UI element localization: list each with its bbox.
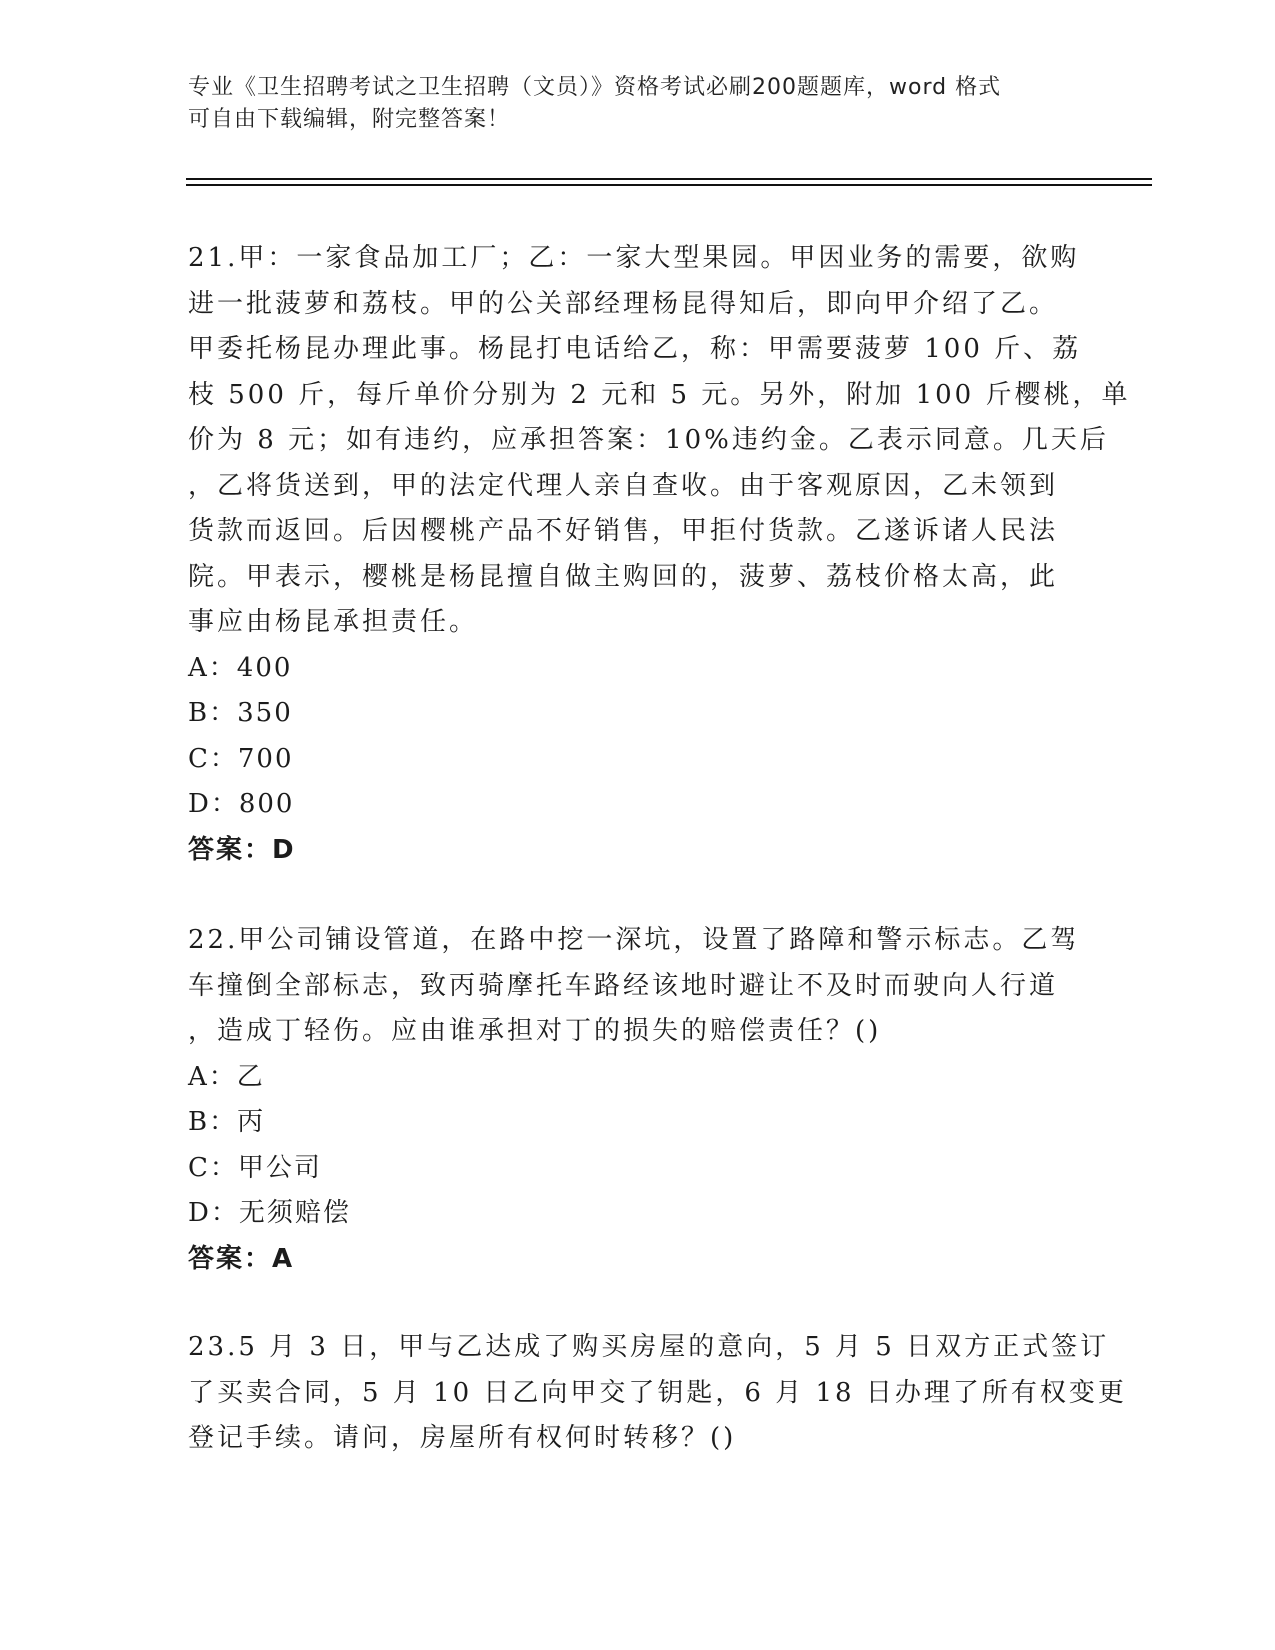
stem-line: 价为 8 元；如有违约，应承担答案：10%违约金。乙表示同意。几天后 [188, 425, 1109, 455]
header-divider-bottom [186, 184, 1152, 186]
question-stem [188, 918, 1088, 1055]
answer-line: 答案：A [188, 1243, 295, 1274]
header-line-2: 可自由下载编辑，附完整答案！ [188, 107, 511, 132]
question-21 [188, 236, 1131, 873]
option-a: A：400 [188, 652, 293, 683]
stem-line: 院。甲表示，樱桃是杨昆擅自做主购回的，菠萝、荔枝价格太高，此 [188, 561, 1059, 592]
option-c: C：甲公司 [188, 1152, 322, 1183]
stem-line: 了买卖合同，5 月 10 日乙向甲交了钥匙，6 月 18 日办理了所有权变更 [188, 1377, 1127, 1408]
stem-line: 23.5 月 3 日，甲与乙达成了购买房屋的意向，5 月 5 日双方正式签订 [188, 1332, 1110, 1362]
header-line-1: 专业《卫生招聘考试之卫生招聘（文员）》资格考试必刷200题题库，word 格式 [188, 75, 1002, 100]
stem-line: 登记手续。请问，房屋所有权何时转移？() [188, 1423, 737, 1453]
stem-line: ，造成丁轻伤。应由谁承担对丁的损失的赔偿责任？() [188, 1016, 882, 1046]
option-list [188, 1055, 1088, 1237]
option-list [188, 646, 1088, 828]
question-stem [188, 1325, 1127, 1462]
stem-line: 21.甲：一家食品加工厂；乙：一家大型果园。甲因业务的需要，欲购 [188, 243, 1080, 273]
stem-line: 事应由杨昆承担责任。 [188, 607, 479, 637]
question-22 [188, 918, 1088, 1282]
option-c: C：700 [188, 743, 294, 774]
stem-line: 车撞倒全部标志，致丙骑摩托车路经该地时避让不及时而驶向人行道 [188, 970, 1059, 1001]
stem-line: ，乙将货送到，甲的法定代理人亲自查收。由于客观原因，乙未领到 [188, 470, 1059, 501]
stem-line: 22.甲公司铺设管道，在路中挖一深坑，设置了路障和警示标志。乙驾 [188, 925, 1080, 955]
option-d: D：无须赔偿 [188, 1198, 351, 1228]
stem-line: 货款而返回。后因樱桃产品不好销售，甲拒付货款。乙遂诉诸人民法 [188, 516, 1059, 546]
option-d: D：800 [188, 789, 295, 819]
stem-line: 甲委托杨昆办理此事。杨昆打电话给乙，称：甲需要菠萝 100 斤、荔 [188, 334, 1082, 364]
stem-line: 进一批菠萝和荔枝。甲的公关部经理杨昆得知后，即向甲介绍了乙。 [188, 288, 1059, 319]
option-b: B：350 [188, 698, 293, 728]
answer-line: 答案：D [188, 834, 296, 865]
header-divider-top [186, 178, 1152, 180]
stem-line: 枝 500 斤，每斤单价分别为 2 元和 5 元。另外，附加 100 斤樱桃，单 [188, 379, 1131, 410]
question-23 [188, 1325, 1127, 1462]
option-a: A：乙 [188, 1061, 265, 1092]
document-header [188, 72, 1088, 136]
question-stem [188, 236, 1131, 646]
option-b: B：丙 [188, 1107, 266, 1137]
